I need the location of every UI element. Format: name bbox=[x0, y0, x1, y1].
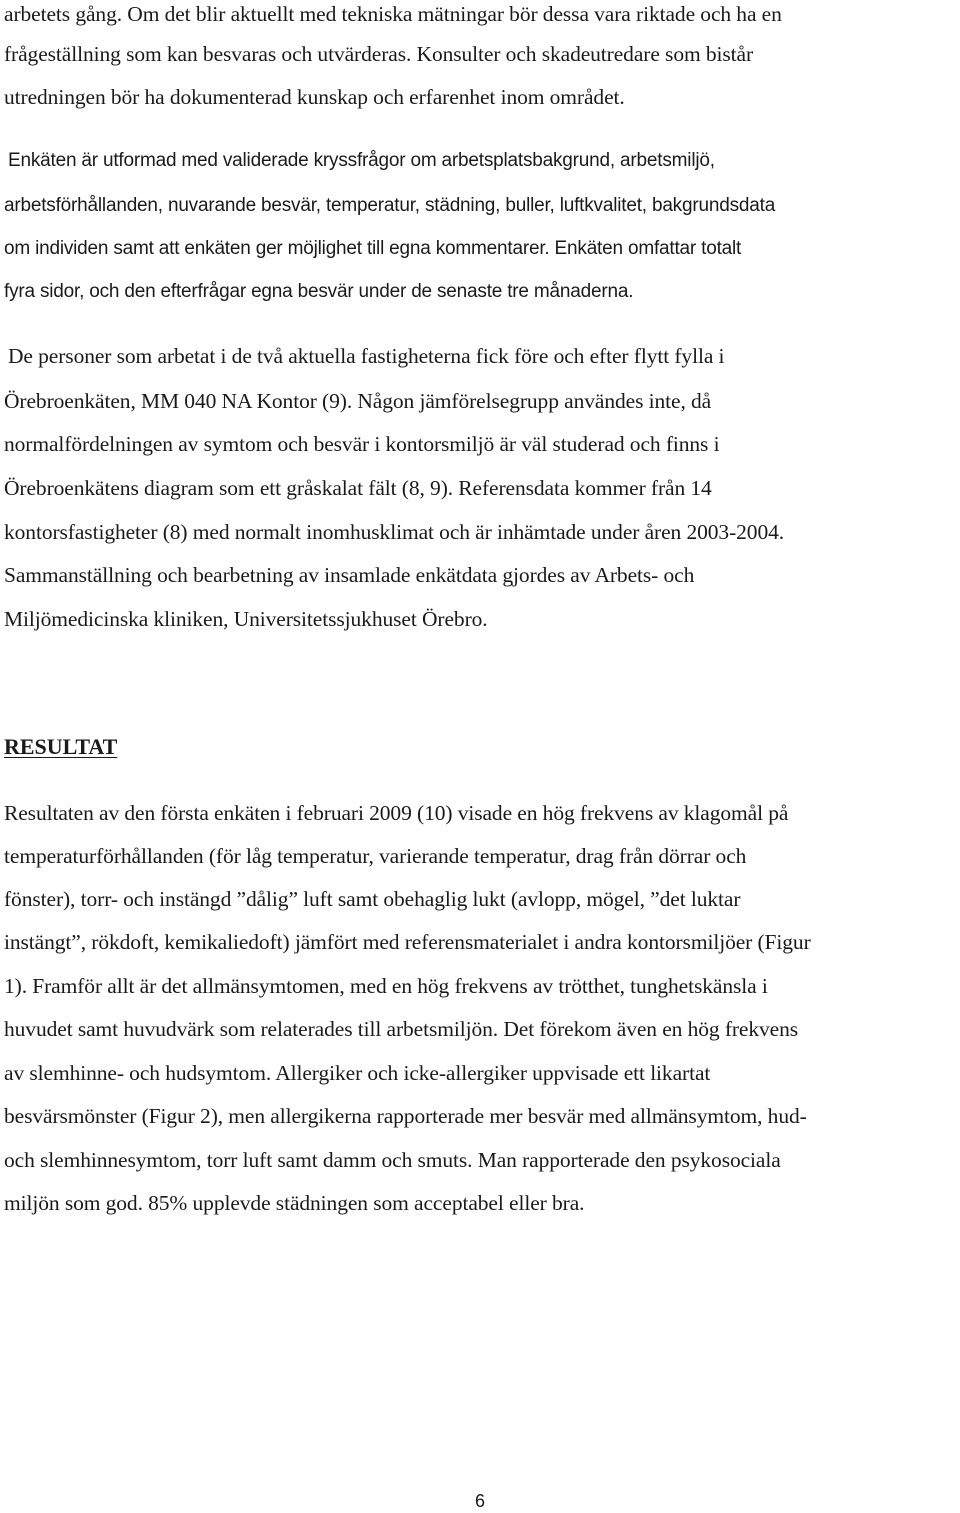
survey-line: om individen samt att enkäten ger möjlighet till egna kommentarer. Enkäten omfattar totalt bbox=[4, 238, 742, 259]
results-line: instängt”, rökdoft, kemikaliedoft) jämfört med referensmaterialet i andra kontorsmiljöer (Figur bbox=[4, 930, 811, 954]
method-line: De personer som arbetat i de två aktuella fastigheterna fick före och efter flytt fylla i bbox=[8, 344, 725, 368]
results-line: 1). Framför allt är det allmänsymtomen, med en hög frekvens av trötthet, tunghetskänsla i bbox=[4, 974, 768, 998]
results-line: temperaturförhållanden (för låg temperatur, varierande temperatur, drag från dörrar och bbox=[4, 844, 747, 868]
page-number: 6 bbox=[474, 1491, 485, 1511]
method-line: Örebroenkäten, MM 040 NA Kontor (9). Någon jämförelsegrupp användes inte, då bbox=[4, 389, 712, 413]
method-line: Miljömedicinska kliniken, Universitetssjukhuset Örebro. bbox=[4, 607, 488, 631]
intro-line: utredningen bör ha dokumenterad kunskap och erfarenhet inom området. bbox=[4, 85, 625, 109]
survey-line: Enkäten är utformad med validerade kryssfrågor om arbetsplatsbakgrund, arbetsmiljö, bbox=[8, 150, 715, 171]
results-line: och slemhinnesymtom, torr luft samt damm och smuts. Man rapporterade den psykosociala bbox=[4, 1148, 781, 1172]
intro-line: arbetets gång. Om det blir aktuellt med tekniska mätningar bör dessa vara riktade och ha en bbox=[4, 2, 782, 26]
survey-line: arbetsförhållanden, nuvarande besvär, temperatur, städning, buller, luftkvalitet, bakgrundsdata bbox=[4, 195, 776, 216]
intro-line: frågeställning som kan besvaras och utvärderas. Konsulter och skadeutredare som bistår bbox=[4, 42, 754, 66]
method-line: Sammanställning och bearbetning av insamlade enkätdata gjordes av Arbets- och bbox=[4, 563, 695, 587]
section-heading: RESULTAT bbox=[4, 734, 118, 759]
method-line: normalfördelningen av symtom och besvär i kontorsmiljö är väl studerad och finns i bbox=[4, 432, 720, 456]
method-line: kontorsfastigheter (8) med normalt inomhusklimat och är inhämtade under åren 2003-2004. bbox=[4, 520, 785, 544]
results-line: fönster), torr- och instängd ”dålig” luft samt obehaglig lukt (avlopp, mögel, ”det luktar bbox=[4, 887, 741, 911]
results-line: Resultaten av den första enkäten i februari 2009 (10) visade en hög frekvens av klagomål på bbox=[4, 801, 789, 825]
results-line: av slemhinne- och hudsymtom. Allergiker och icke-allergiker uppvisade ett likartat bbox=[4, 1061, 711, 1085]
results-line: huvudet samt huvudvärk som relaterades till arbetsmiljön. Det förekom även en hög frekvens bbox=[4, 1017, 799, 1041]
method-line: Örebroenkätens diagram som ett gråskalat fält (8, 9). Referensdata kommer från 14 bbox=[4, 476, 712, 500]
results-line: miljön som god. 85% upplevde städningen som acceptabel eller bra. bbox=[4, 1191, 585, 1215]
survey-line: fyra sidor, och den efterfrågar egna besvär under de senaste tre månaderna. bbox=[4, 281, 634, 302]
results-line: besvärsmönster (Figur 2), men allergikerna rapporterade mer besvär med allmänsymtom, hud- bbox=[4, 1104, 807, 1128]
